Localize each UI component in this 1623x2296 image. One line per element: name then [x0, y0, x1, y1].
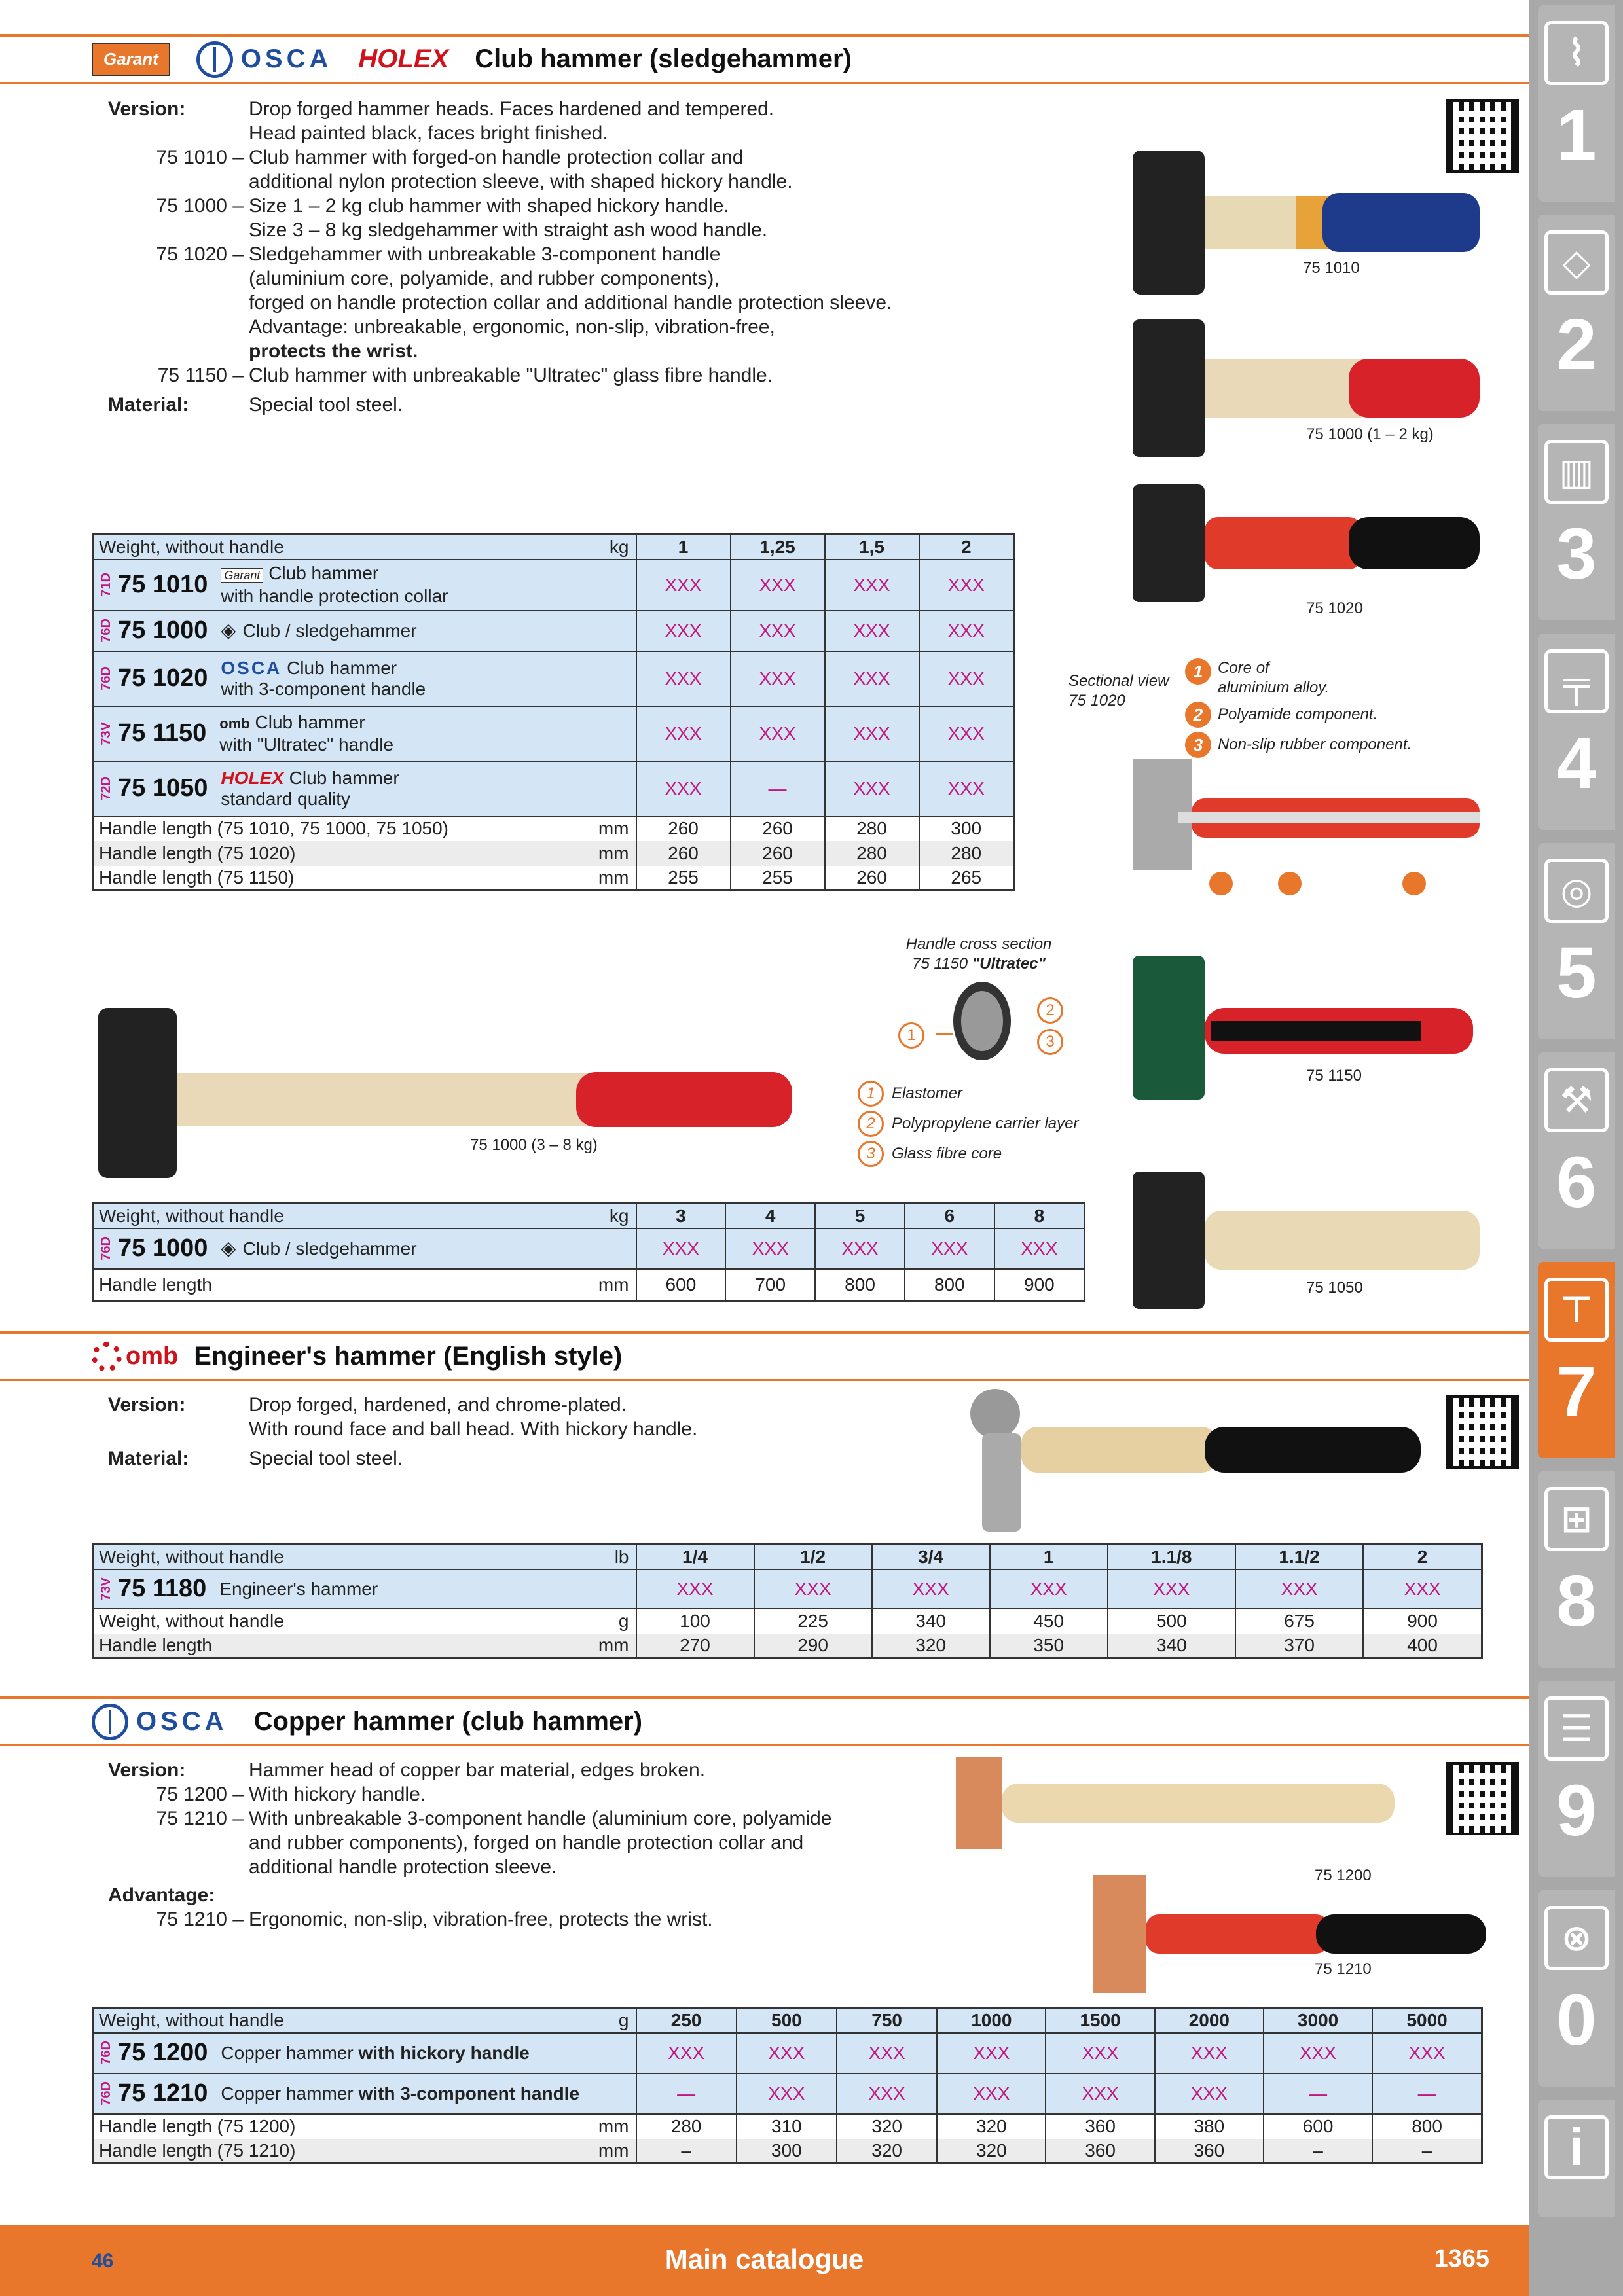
article-number[interactable]: 75 1200: [118, 2039, 208, 2066]
osca-logo: OSCA: [196, 41, 333, 78]
price-cell: XXX: [1235, 1570, 1363, 1609]
table-column-header: 1500: [1046, 2008, 1154, 2033]
price-cell: XXX: [905, 1229, 994, 1269]
osca-emblem-icon: [92, 1704, 128, 1740]
article-number[interactable]: 75 1000: [118, 617, 208, 644]
article-number[interactable]: 75 1010: [118, 571, 208, 598]
table-row: 71D 75 1010 Garant Club hammer with handle protection collar XXX XXX XXX XXX: [93, 560, 1014, 611]
dim-cell: 280: [825, 841, 919, 866]
table-column-header: 2000: [1155, 2008, 1264, 2033]
desc-code: 75 1200 –: [156, 1784, 244, 1805]
article-number[interactable]: 75 1150: [118, 719, 207, 747]
cross-section-legend: 1 Elastomer 2 Polypropylene carrier layer 3 Glass fibre core: [858, 1079, 1078, 1169]
callout-2: 2: [1037, 997, 1063, 1024]
price-cell: XXX: [825, 560, 919, 611]
material-label: Material:: [108, 394, 189, 416]
club-hammer-table-2: [92, 1202, 1085, 1302]
desc-line: Head painted black, faces bright finished.: [249, 122, 608, 144]
price-cell: XXX: [1363, 1570, 1482, 1609]
drill-bit-icon: ⌇: [1544, 21, 1609, 85]
version-label: Version:: [108, 98, 186, 120]
tap-icon: ▥: [1544, 440, 1609, 504]
catalogue-title: Main catalogue: [665, 2244, 864, 2274]
dim-cell: 300: [737, 2139, 837, 2164]
table-column-header: 1.1/2: [1235, 1545, 1363, 1570]
desc-line: Sledgehammer with unbreakable 3-component handle: [249, 243, 721, 265]
table-row: Handle length mm 600 700 800 800 900: [93, 1269, 1085, 1302]
material-label: Material:: [108, 1448, 189, 1469]
table-row: 73V 75 1180 Engineer's hammer XXX XXX XXX XXX XXX XXX XXX: [93, 1570, 1482, 1609]
dim-cell: –: [1372, 2139, 1482, 2164]
dim-cell: 360: [1046, 2139, 1154, 2164]
dim-cell: 255: [636, 866, 731, 891]
advantage-label: Advantage:: [108, 1884, 215, 1906]
table-header-label: Weight, without handle g: [93, 2008, 636, 2033]
dim-cell: 280: [919, 841, 1014, 866]
osca-logo: OSCA: [92, 1704, 228, 1740]
dim-cell: 260: [825, 866, 919, 891]
table-column-header: 5000: [1372, 2008, 1482, 2033]
dim-cell: 100: [636, 1609, 754, 1634]
table-column-header: 2: [919, 535, 1014, 560]
dim-cell: 360: [1155, 2139, 1264, 2164]
group-code: 71D: [99, 573, 113, 597]
table-column-header: 6: [905, 1204, 994, 1229]
copper-hammer-751200-image: [949, 1751, 1408, 1856]
article-number[interactable]: 75 1210: [118, 2079, 208, 2107]
club-hammer-table-1: [92, 533, 1015, 891]
group-code: 76D: [99, 666, 113, 691]
price-cell: XXX: [937, 2033, 1046, 2073]
chapter-tab-6[interactable]: ⚒ 6: [1538, 1052, 1615, 1249]
section1-description: [108, 97, 1057, 417]
dim-cell: 700: [725, 1269, 815, 1302]
table-column-header: 1000: [937, 2008, 1046, 2033]
price-cell: XXX: [737, 2033, 837, 2073]
dim-cell: 340: [872, 1609, 990, 1634]
group-code: 73V: [99, 1577, 113, 1601]
dim-cell: 380: [1155, 2114, 1264, 2139]
chapter-sidebar: [1529, 0, 1623, 2296]
caliper-icon: ╤: [1544, 649, 1609, 713]
pliers-hammer-icon: ⊤: [1544, 1278, 1609, 1342]
dim-cell: 280: [825, 816, 919, 841]
desc-line: protects the wrist.: [249, 340, 418, 362]
table-column-header: 1: [636, 535, 731, 560]
table-column-header: 1,25: [731, 535, 825, 560]
copper-hammer-751210-image: [1087, 1869, 1493, 2000]
desc-code: 75 1000 –: [156, 195, 244, 217]
garant-logo: Garant: [92, 43, 170, 76]
qr-code-icon[interactable]: [1446, 1395, 1519, 1469]
table-row: 73V 75 1150 omb Club hammer with "Ultratec" handle XXX XXX XXX XXX: [93, 706, 1014, 761]
dim-cell: 290: [754, 1634, 872, 1659]
dim-cell: 260: [636, 816, 731, 841]
page-number-right: 1365: [1434, 2245, 1489, 2272]
price-cell: —: [1372, 2073, 1482, 2114]
price-cell: XXX: [1155, 2073, 1264, 2114]
caption-751150: 75 1150: [1306, 1067, 1362, 1085]
bison-logo-icon: ◈: [221, 620, 236, 641]
chapter-tab-3[interactable]: ▥ 3: [1538, 424, 1615, 620]
desc-line: additional nylon protection sleeve, with shaped hickory handle.: [249, 171, 793, 192]
table-row: 72D 75 1050 HOLEX Club hammer standard quality XXX — XXX XXX: [93, 761, 1014, 816]
dim-cell: 270: [636, 1634, 754, 1659]
dim-cell: 265: [919, 866, 1014, 891]
price-cell: —: [636, 2073, 737, 2114]
section2-title: Engineer's hammer (English style): [194, 1342, 623, 1371]
table-header-label: Weight, without handle kg: [93, 1204, 636, 1229]
table-column-header: 2: [1363, 1545, 1482, 1570]
caption-751010: 75 1010: [1303, 259, 1360, 277]
desc-code: 75 1020 –: [156, 243, 244, 265]
price-cell: XXX: [919, 611, 1014, 651]
price-cell: XXX: [825, 651, 919, 706]
table-row: Handle length (75 1010, 75 1000, 75 1050) mm 260 260 280 300: [93, 816, 1014, 841]
group-code: 76D: [99, 2041, 113, 2065]
saw-blade-icon: ◎: [1544, 859, 1609, 923]
price-cell: XXX: [815, 1229, 905, 1269]
engineers-hammer-table: [92, 1543, 1483, 1659]
table-row: Weight, without handle g 100 225 340 450 500 675 900: [93, 1609, 1482, 1634]
table-column-header: 4: [725, 1204, 815, 1229]
osca-emblem-icon: [196, 41, 233, 78]
dim-cell: 255: [731, 866, 825, 891]
price-cell: XXX: [636, 1570, 754, 1609]
material-value: Special tool steel.: [249, 394, 403, 416]
dim-cell: 300: [919, 816, 1014, 841]
section3-description: [108, 1758, 926, 1931]
price-cell: XXX: [737, 2073, 837, 2114]
dim-cell: 800: [905, 1269, 994, 1302]
dim-cell: 320: [872, 1634, 990, 1659]
desc-line: Drop forged hammer heads. Faces hardened and tempered.: [249, 98, 775, 120]
table-row: 76D 75 1000 ◈ Club / sledgehammer XXX XXX XXX XXX XXX: [93, 1229, 1085, 1269]
sectional-view-751020-image: [1126, 753, 1493, 897]
desc-line: (aluminium core, polyamide, and rubber components),: [249, 268, 720, 289]
dim-cell: 600: [636, 1269, 726, 1302]
legend-number: 3: [858, 1141, 884, 1167]
desc-code: 75 1010 –: [156, 147, 244, 168]
desc-line: Drop forged, hardened, and chrome-plated.: [249, 1394, 627, 1416]
price-cell: XXX: [636, 611, 731, 651]
dim-cell: 320: [837, 2139, 937, 2164]
table-row: Handle length (75 1210) mm – 300 320 320 360 360 – –: [93, 2139, 1482, 2164]
dim-cell: 280: [636, 2114, 737, 2139]
group-code: 73V: [99, 721, 113, 745]
price-cell: XXX: [636, 2033, 737, 2073]
chapter-tab-0[interactable]: ⊗ 0: [1538, 1890, 1615, 2087]
info-icon: i: [1544, 2115, 1609, 2179]
chapter-tab-8[interactable]: ⊞ 8: [1538, 1471, 1615, 1668]
engineers-hammer-image: [956, 1381, 1427, 1538]
table-row: 76D 75 1200 Copper hammer with hickory handle XXX XXX XXX XXX XXX XXX XXX XXX: [93, 2033, 1482, 2073]
sectional-legend: 1 Core of aluminium alloy. 2 Polyamide component. 3 Non-slip rubber component.: [1185, 658, 1412, 758]
chapter-tab-1[interactable]: ⌇ 1: [1538, 5, 1615, 202]
price-cell: XXX: [825, 761, 919, 816]
price-cell: XXX: [1108, 1570, 1235, 1609]
price-cell: —: [731, 761, 825, 816]
table-column-header: 8: [994, 1204, 1085, 1229]
holex-logo: HOLEX: [358, 45, 449, 73]
safety-glasses-icon: ⊗: [1544, 1906, 1609, 1970]
table-row: Handle length (75 1200) mm 280 310 320 320 360 380 600 800: [93, 2114, 1482, 2139]
desc-line: Size 3 – 8 kg sledgehammer with straight ash wood handle.: [249, 219, 768, 241]
table-header-label: Weight, without handle kg: [93, 535, 636, 560]
chapter-tab-5[interactable]: ◎ 5: [1538, 843, 1615, 1039]
chapter-tab-9[interactable]: ☰ 9: [1538, 1681, 1615, 1877]
dim-cell: 350: [990, 1634, 1108, 1659]
dim-cell: –: [636, 2139, 737, 2164]
price-cell: —: [1264, 2073, 1372, 2114]
chapter-tab-7[interactable]: ⊤ 7: [1538, 1262, 1615, 1458]
price-cell: XXX: [1046, 2073, 1154, 2114]
price-cell: XXX: [990, 1570, 1108, 1609]
dim-cell: 800: [815, 1269, 905, 1302]
price-cell: XXX: [1264, 2033, 1372, 2073]
omb-logo: omb: [92, 1342, 178, 1372]
section3-header: [0, 1696, 1529, 1746]
page-footer: [0, 2225, 1529, 2296]
price-cell: XXX: [636, 761, 731, 816]
table-header-label: Weight, without handle lb: [93, 1545, 636, 1570]
hammer-751000-large-image: [92, 1001, 805, 1185]
chapter-tab-info[interactable]: [1538, 2100, 1615, 2217]
price-cell: XXX: [636, 706, 731, 761]
desc-code: 75 1210 –: [156, 1909, 244, 1930]
section3-title: Copper hammer (club hammer): [253, 1707, 643, 1736]
dim-cell: 450: [990, 1609, 1108, 1634]
hammer-751010-image: [1126, 144, 1493, 301]
price-cell: XXX: [636, 651, 731, 706]
dim-cell: 310: [737, 2114, 837, 2139]
section1-header: [0, 34, 1529, 84]
caption-751200: 75 1200: [1315, 1867, 1372, 1884]
table-row: Handle length (75 1150) mm 255 255 260 265: [93, 866, 1014, 891]
table-column-header: 1/4: [636, 1545, 754, 1570]
dim-cell: 260: [636, 841, 731, 866]
price-cell: XXX: [994, 1229, 1085, 1269]
chapter-tab-2[interactable]: ◇ 2: [1538, 215, 1615, 411]
price-cell: XXX: [731, 706, 825, 761]
garant-logo: Garant: [221, 568, 263, 583]
table-column-header: 500: [737, 2008, 837, 2033]
section1-title: Club hammer (sledgehammer): [475, 45, 852, 73]
desc-line: Club hammer with unbreakable "Ultratec" glass fibre handle.: [249, 365, 773, 386]
omb-logo: omb: [219, 715, 250, 732]
table-row: 76D 75 1000 ◈ Club / sledgehammer XXX XXX XXX XXX: [93, 611, 1014, 651]
callout-3: 3: [1037, 1029, 1063, 1055]
version-label: Version:: [108, 1759, 186, 1781]
price-cell: XXX: [872, 1570, 990, 1609]
caption-751020: 75 1020: [1306, 600, 1363, 617]
desc-line: forged on handle protection collar and additional handle protection sleeve.: [249, 292, 892, 314]
wrench-icon: ⚒: [1544, 1068, 1609, 1132]
table-row: 76D 75 1210 Copper hammer with 3-component handle — XXX XXX XXX XXX XXX — —: [93, 2073, 1482, 2114]
table-row: Handle length (75 1020) mm 260 260 280 280: [93, 841, 1014, 866]
desc-code: 75 1150 –: [157, 365, 244, 386]
group-code: 76D: [99, 1236, 113, 1261]
price-cell: XXX: [919, 651, 1014, 706]
material-value: Special tool steel.: [249, 1448, 403, 1469]
legend-number: 3: [1185, 732, 1211, 758]
table-column-header: 3/4: [872, 1545, 990, 1570]
toolset-icon: ⊞: [1544, 1487, 1609, 1551]
dim-cell: 225: [754, 1609, 872, 1634]
price-cell: XXX: [1046, 2033, 1154, 2073]
table-column-header: 3000: [1264, 2008, 1372, 2033]
article-number[interactable]: 75 1050: [118, 774, 208, 802]
cutting-insert-icon: ◇: [1544, 230, 1609, 295]
group-code: 76D: [99, 619, 113, 643]
legend-number: 2: [858, 1111, 884, 1137]
price-cell: XXX: [636, 1229, 726, 1269]
desc-line: Hammer head of copper bar material, edges broken.: [249, 1759, 706, 1781]
desc-line: Advantage: unbreakable, ergonomic, non-slip, vibration-free,: [249, 316, 775, 338]
dim-cell: –: [1264, 2139, 1372, 2164]
dim-cell: 320: [937, 2139, 1046, 2164]
table-column-header: 1: [990, 1545, 1108, 1570]
price-cell: XXX: [837, 2073, 937, 2114]
dim-cell: 600: [1264, 2114, 1372, 2139]
legend-number: 1: [1185, 658, 1211, 685]
desc-line: Size 1 – 2 kg club hammer with shaped hickory handle.: [249, 195, 729, 217]
table-column-header: 1/2: [754, 1545, 872, 1570]
desc-line: Ergonomic, non-slip, vibration-free, protects the wrist.: [249, 1909, 713, 1930]
chapter-tab-4[interactable]: ╤ 4: [1538, 634, 1615, 830]
article-number[interactable]: 75 1000: [118, 1234, 208, 1262]
group-code: 76D: [99, 2081, 113, 2106]
dim-cell: 900: [1363, 1609, 1482, 1634]
price-cell: XXX: [636, 560, 731, 611]
dim-cell: 260: [731, 841, 825, 866]
dim-cell: 675: [1235, 1609, 1363, 1634]
desc-line: Club hammer with forged-on handle protection collar and: [249, 147, 744, 168]
article-number[interactable]: 75 1180: [118, 1575, 207, 1602]
gear-icon: [92, 1342, 122, 1372]
section2-header: [0, 1331, 1529, 1381]
group-code: 72D: [99, 776, 113, 800]
desc-code: 75 1210 –: [156, 1808, 244, 1829]
dim-cell: 900: [994, 1269, 1085, 1302]
tool-cabinet-icon: ☰: [1544, 1696, 1609, 1761]
desc-line: and rubber components), forged on handle protection collar and: [249, 1832, 804, 1854]
legend-number: 1: [858, 1081, 884, 1107]
handle-cross-section-label: Handle cross section 75 1150 "Ultratec": [905, 935, 1052, 973]
price-cell: XXX: [919, 560, 1014, 611]
table-column-header: 5: [815, 1204, 905, 1229]
dim-cell: 800: [1372, 2114, 1482, 2139]
dim-cell: 500: [1108, 1609, 1235, 1634]
table-row: Handle length mm 270 290 320 350 340 370 400: [93, 1634, 1482, 1659]
sectional-view-label: Sectional view 75 1020: [1068, 672, 1169, 709]
table-column-header: 750: [837, 2008, 937, 2033]
price-cell: XXX: [731, 651, 825, 706]
price-cell: XXX: [731, 560, 825, 611]
price-cell: XXX: [731, 611, 825, 651]
price-cell: XXX: [825, 611, 919, 651]
dim-cell: 400: [1363, 1634, 1482, 1659]
caption-751210: 75 1210: [1315, 1960, 1372, 1978]
price-cell: XXX: [919, 761, 1014, 816]
price-cell: XXX: [1372, 2033, 1482, 2073]
dim-cell: 260: [731, 816, 825, 841]
qr-code-icon[interactable]: [1446, 1762, 1519, 1835]
table-column-header: 250: [636, 2008, 737, 2033]
caption-751000-small: 75 1000 (1 – 2 kg): [1306, 425, 1434, 443]
desc-line: With hickory handle.: [249, 1784, 426, 1805]
legend-number: 2: [1185, 702, 1211, 728]
price-cell: XXX: [825, 706, 919, 761]
callout-1: 1: [898, 1022, 924, 1049]
page-number-left: 46: [92, 2250, 114, 2272]
section2-description: [108, 1393, 959, 1471]
dim-cell: 340: [1108, 1634, 1235, 1659]
osca-logo: OSCA: [221, 657, 282, 678]
desc-line: additional handle protection sleeve.: [249, 1856, 557, 1878]
hammer-751020-image: [1126, 478, 1493, 609]
dim-cell: 320: [837, 2114, 937, 2139]
caption-751050: 75 1050: [1306, 1279, 1363, 1297]
desc-line: With unbreakable 3-component handle (aluminium core, polyamide: [249, 1808, 832, 1829]
price-cell: XXX: [725, 1229, 815, 1269]
bison-logo-icon: ◈: [221, 1238, 236, 1259]
dim-cell: 370: [1235, 1634, 1363, 1659]
holex-logo: HOLEX: [221, 767, 284, 788]
caption-751000-large: 75 1000 (3 – 8 kg): [470, 1136, 598, 1154]
table-row: 76D 75 1020 OSCA Club hammer with 3-component handle XXX XXX XXX XXX: [93, 651, 1014, 706]
dim-cell: 360: [1046, 2114, 1154, 2139]
price-cell: XXX: [919, 706, 1014, 761]
price-cell: XXX: [754, 1570, 872, 1609]
table-column-header: 3: [636, 1204, 726, 1229]
article-number[interactable]: 75 1020: [118, 664, 208, 692]
price-cell: XXX: [1155, 2033, 1264, 2073]
dim-cell: 320: [937, 2114, 1046, 2139]
table-column-header: 1.1/8: [1108, 1545, 1235, 1570]
price-cell: XXX: [937, 2073, 1046, 2114]
version-label: Version:: [108, 1394, 186, 1416]
copper-hammer-table: [92, 2007, 1483, 2164]
price-cell: XXX: [837, 2033, 937, 2073]
desc-line: With round face and ball head. With hickory handle.: [249, 1418, 698, 1440]
table-column-header: 1,5: [825, 535, 919, 560]
